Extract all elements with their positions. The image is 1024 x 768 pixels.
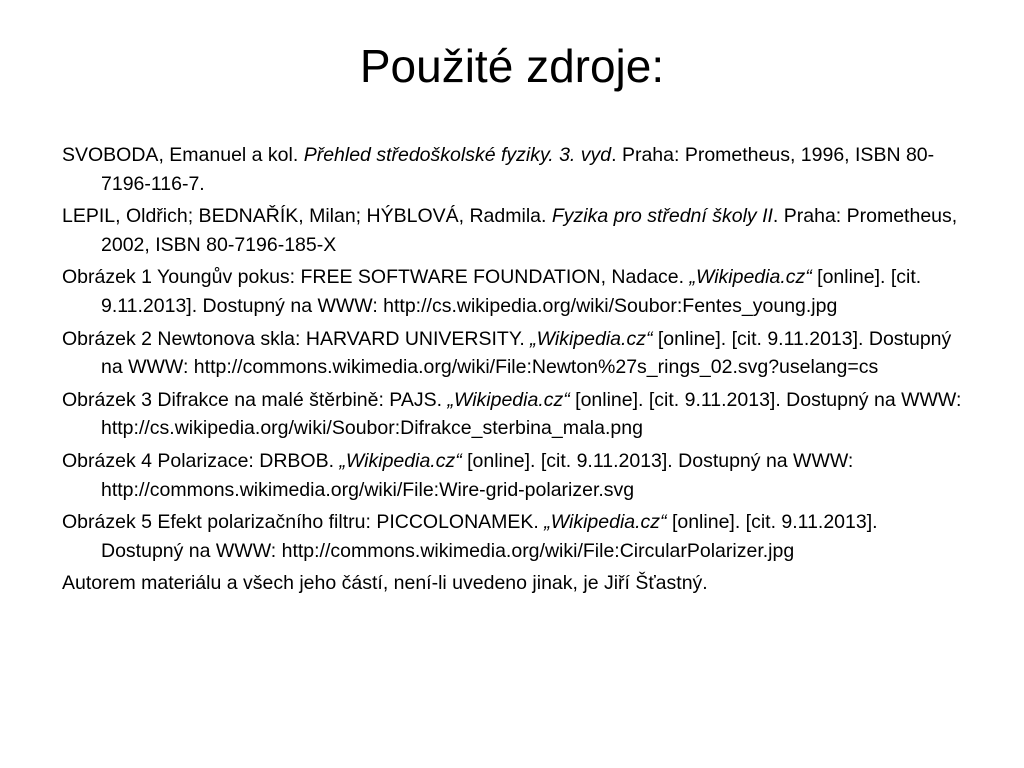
author-note-text: Autorem materiálu a všech jeho částí, není-li uvedeno jinak, je Jiří Šťastný. — [62, 572, 708, 595]
reference-text: . Praha: Prometheus, 2002, ISBN 80-7196-185-X — [101, 205, 958, 256]
reference-source: „Wikipedia.cz“ — [339, 449, 462, 472]
author-note — [62, 569, 962, 598]
reference-item — [62, 447, 962, 504]
reference-title: Fyzika pro střední školy II — [551, 205, 773, 228]
reference-source: „Wikipedia.cz“ — [689, 266, 812, 289]
reference-item — [62, 202, 962, 259]
reference-list — [62, 141, 962, 602]
reference-text: [online]. [cit. 9.11.2013]. Dostupný na WWW: http://commons.wikimedia.org/wiki/File:CircularPolarizer.jpg — [101, 511, 878, 562]
reference-source: „Wikipedia.cz“ — [530, 327, 653, 350]
reference-text: Obrázek 2 Newtonova skla: HARVARD UNIVERSITY. — [62, 327, 531, 350]
reference-text: [online]. [cit. 9.11.2013]. Dostupný na WWW: http://commons.wikimedia.org/wiki/File:Newton%27s_rings_02.svg?uselang=cs — [101, 327, 952, 379]
slide-title: Použité zdroje: — [359, 40, 665, 92]
reference-text: Obrázek 3 Difrakce na malé štěrbině: PAJS. — [62, 388, 448, 411]
reference-text: Obrázek 4 Polarizace: DRBOB. — [62, 449, 340, 472]
reference-text: Obrázek 5 Efekt polarizačního filtru: PICCOLONAMEK. — [62, 511, 545, 534]
reference-item — [62, 386, 962, 443]
reference-source: „Wikipedia.cz“ — [544, 511, 667, 534]
reference-item — [62, 141, 962, 198]
reference-text: SVOBODA, Emanuel a kol. — [62, 144, 304, 166]
reference-text: [online]. [cit. 9.11.2013]. Dostupný na WWW: http://cs.wikipedia.org/wiki/Soubor:Difrakce_sterbina_mala.png — [101, 388, 962, 440]
reference-title: Přehled středoškolské fyziky. 3. vyd — [303, 144, 612, 166]
reference-text: LEPIL, Oldřich; BEDNAŘÍK, Milan; HÝBLOVÁ, Radmila. — [62, 205, 552, 228]
reference-item — [62, 263, 962, 320]
reference-text: [online]. [cit. 9.11.2013]. Dostupný na WWW: http://commons.wikimedia.org/wiki/File:Wire-grid-polarizer.svg — [101, 449, 854, 501]
reference-source: „Wikipedia.cz“ — [447, 388, 570, 411]
reference-text: [online]. [cit. 9.11.2013]. Dostupný na WWW: http://cs.wikipedia.org/wiki/Soubor:Fentes_young.jpg — [101, 266, 922, 317]
reference-text: Obrázek 1 Youngův pokus: FREE SOFTWARE FOUNDATION, Nadace. — [62, 266, 690, 289]
reference-item — [62, 325, 962, 382]
reference-text: . Praha: Prometheus, 1996, ISBN 80-7196-116-7. — [101, 144, 935, 195]
reference-item — [62, 508, 962, 565]
